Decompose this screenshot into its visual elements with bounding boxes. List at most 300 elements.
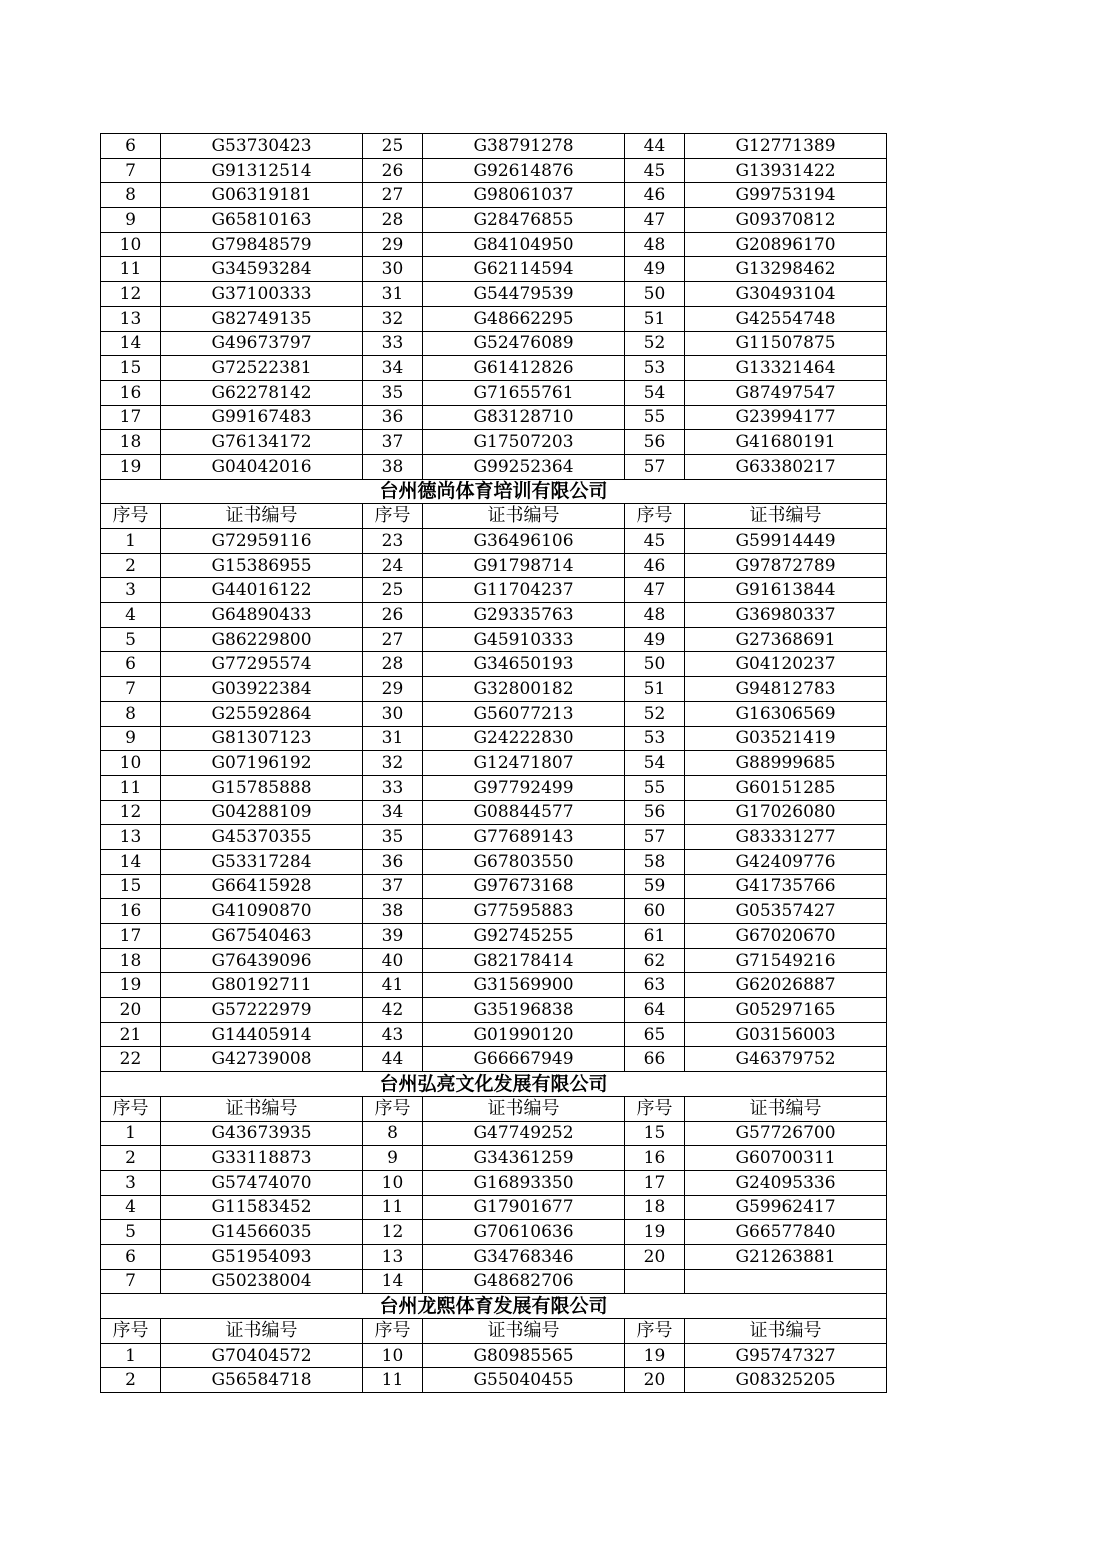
serial-number-cell: 57: [625, 825, 685, 850]
table-row: [101, 899, 887, 924]
header-serial-number: 序号: [363, 1096, 423, 1121]
serial-number-cell: 52: [625, 331, 685, 356]
serial-number-cell: 42: [363, 998, 423, 1023]
serial-number-cell: 7: [101, 158, 161, 183]
certificate-number-cell: G72522381: [161, 356, 363, 381]
certificate-number-cell: G05297165: [685, 998, 887, 1023]
certificate-number-cell: G36496106: [423, 529, 625, 554]
certificate-number-cell: G35196838: [423, 998, 625, 1023]
certificate-number-cell: G06319181: [161, 183, 363, 208]
certificate-number-cell: G62026887: [685, 973, 887, 998]
serial-number-cell: 1: [101, 1121, 161, 1146]
serial-number-cell: 56: [625, 800, 685, 825]
certificate-number-cell: G76134172: [161, 430, 363, 455]
certificate-number-cell: G41735766: [685, 874, 887, 899]
serial-number-cell: 57: [625, 454, 685, 479]
header-serial-number: 序号: [363, 504, 423, 529]
serial-number-cell: 47: [625, 578, 685, 603]
table-row: [101, 1269, 887, 1294]
certificate-number-cell: G59914449: [685, 529, 887, 554]
serial-number-cell: 60: [625, 899, 685, 924]
serial-number-cell: 58: [625, 849, 685, 874]
table-row: [101, 183, 887, 208]
certificate-number-cell: G17901677: [423, 1195, 625, 1220]
serial-number-cell: 2: [101, 1146, 161, 1171]
certificate-number-cell: G60151285: [685, 775, 887, 800]
certificate-number-cell: G46379752: [685, 1047, 887, 1072]
certificate-number-cell: G77595883: [423, 899, 625, 924]
serial-number-cell: 45: [625, 529, 685, 554]
table-row: [101, 874, 887, 899]
certificate-number-cell: G59962417: [685, 1195, 887, 1220]
serial-number-cell: 32: [363, 751, 423, 776]
table-row: [101, 726, 887, 751]
header-serial-number: 序号: [101, 504, 161, 529]
certificate-number-cell: G08844577: [423, 800, 625, 825]
certificate-number-cell: G47749252: [423, 1121, 625, 1146]
certificate-number-cell: G42739008: [161, 1047, 363, 1072]
table-row: [101, 134, 887, 159]
serial-number-cell: 8: [363, 1121, 423, 1146]
company-title: 台州弘亮文化发展有限公司: [101, 1072, 887, 1097]
table-row: [101, 603, 887, 628]
header-certificate-number: 证书编号: [161, 504, 363, 529]
serial-number-cell: 39: [363, 924, 423, 949]
table-row: [101, 529, 887, 554]
header-certificate-number: 证书编号: [161, 1096, 363, 1121]
serial-number-cell: 51: [625, 306, 685, 331]
serial-number-cell: 34: [363, 356, 423, 381]
certificate-number-cell: G04288109: [161, 800, 363, 825]
table-row: [101, 158, 887, 183]
company-title: 台州龙熙体育发展有限公司: [101, 1294, 887, 1319]
table-row: [101, 553, 887, 578]
table-row: [101, 356, 887, 381]
table-row: [101, 1244, 887, 1269]
certificate-number-cell: G71655761: [423, 380, 625, 405]
serial-number-cell: 50: [625, 652, 685, 677]
serial-number-cell: 29: [363, 677, 423, 702]
serial-number-cell: 8: [101, 183, 161, 208]
serial-number-cell: 13: [101, 825, 161, 850]
table-row: [101, 1022, 887, 1047]
certificate-number-cell: G56077213: [423, 701, 625, 726]
serial-number-cell: 29: [363, 232, 423, 257]
certificate-number-cell: G70610636: [423, 1220, 625, 1245]
certificate-number-cell: G32800182: [423, 677, 625, 702]
serial-number-cell: 16: [101, 899, 161, 924]
header-serial-number: 序号: [101, 1096, 161, 1121]
certificate-number-cell: G17507203: [423, 430, 625, 455]
certificate-number-cell: G86229800: [161, 627, 363, 652]
certificate-number-cell: G87497547: [685, 380, 887, 405]
serial-number-cell: 1: [101, 1343, 161, 1368]
column-header-row: [101, 504, 887, 529]
certificate-number-cell: G60700311: [685, 1146, 887, 1171]
certificate-number-cell: G77295574: [161, 652, 363, 677]
serial-number-cell: 18: [101, 948, 161, 973]
certificate-number-cell: G34593284: [161, 257, 363, 282]
serial-number-cell: 65: [625, 1022, 685, 1047]
table-row: [101, 998, 887, 1023]
header-serial-number: 序号: [363, 1319, 423, 1344]
serial-number-cell: 20: [101, 998, 161, 1023]
table-row: [101, 306, 887, 331]
certificate-number-cell: G44016122: [161, 578, 363, 603]
column-header-row: [101, 1319, 887, 1344]
certificate-number-cell: G20896170: [685, 232, 887, 257]
serial-number-cell: 2: [101, 553, 161, 578]
table-row: [101, 1220, 887, 1245]
header-certificate-number: 证书编号: [423, 1096, 625, 1121]
certificate-number-cell: G45370355: [161, 825, 363, 850]
table-row: [101, 701, 887, 726]
serial-number-cell: 5: [101, 1220, 161, 1245]
serial-number-cell: 17: [101, 405, 161, 430]
serial-number-cell: 2: [101, 1368, 161, 1393]
header-serial-number: 序号: [625, 1319, 685, 1344]
certificate-number-cell: G34768346: [423, 1244, 625, 1269]
serial-number-cell: 33: [363, 775, 423, 800]
certificate-number-cell: G13298462: [685, 257, 887, 282]
header-certificate-number: 证书编号: [685, 1319, 887, 1344]
certificate-table: [100, 133, 887, 1393]
certificate-number-cell: G23994177: [685, 405, 887, 430]
certificate-number-cell: G80192711: [161, 973, 363, 998]
serial-number-cell: 14: [363, 1269, 423, 1294]
serial-number-cell: [625, 1269, 685, 1294]
serial-number-cell: 16: [625, 1146, 685, 1171]
serial-number-cell: 61: [625, 924, 685, 949]
certificate-number-cell: G91613844: [685, 578, 887, 603]
certificate-number-cell: G97792499: [423, 775, 625, 800]
certificate-number-cell: G04042016: [161, 454, 363, 479]
certificate-number-cell: G11583452: [161, 1195, 363, 1220]
serial-number-cell: 48: [625, 232, 685, 257]
table-row: [101, 849, 887, 874]
header-serial-number: 序号: [101, 1319, 161, 1344]
certificate-number-cell: G51954093: [161, 1244, 363, 1269]
certificate-number-cell: G61412826: [423, 356, 625, 381]
serial-number-cell: 59: [625, 874, 685, 899]
certificate-number-cell: G34650193: [423, 652, 625, 677]
certificate-number-cell: [685, 1269, 887, 1294]
certificate-number-cell: G14405914: [161, 1022, 363, 1047]
serial-number-cell: 27: [363, 183, 423, 208]
serial-number-cell: 10: [101, 232, 161, 257]
serial-number-cell: 19: [625, 1343, 685, 1368]
serial-number-cell: 12: [101, 800, 161, 825]
serial-number-cell: 23: [363, 529, 423, 554]
certificate-table-body: [101, 134, 887, 1393]
serial-number-cell: 44: [363, 1047, 423, 1072]
serial-number-cell: 19: [101, 454, 161, 479]
certificate-number-cell: G83128710: [423, 405, 625, 430]
header-certificate-number: 证书编号: [685, 504, 887, 529]
serial-number-cell: 11: [363, 1368, 423, 1393]
certificate-number-cell: G08325205: [685, 1368, 887, 1393]
certificate-number-cell: G14566035: [161, 1220, 363, 1245]
certificate-number-cell: G27368691: [685, 627, 887, 652]
certificate-number-cell: G16893350: [423, 1170, 625, 1195]
table-row: [101, 282, 887, 307]
certificate-number-cell: G09370812: [685, 208, 887, 233]
serial-number-cell: 9: [363, 1146, 423, 1171]
certificate-number-cell: G24095336: [685, 1170, 887, 1195]
serial-number-cell: 9: [101, 208, 161, 233]
serial-number-cell: 7: [101, 677, 161, 702]
certificate-number-cell: G41090870: [161, 899, 363, 924]
serial-number-cell: 7: [101, 1269, 161, 1294]
header-serial-number: 序号: [625, 504, 685, 529]
certificate-number-cell: G03156003: [685, 1022, 887, 1047]
certificate-number-cell: G54479539: [423, 282, 625, 307]
serial-number-cell: 9: [101, 726, 161, 751]
certificate-number-cell: G76439096: [161, 948, 363, 973]
serial-number-cell: 52: [625, 701, 685, 726]
certificate-number-cell: G07196192: [161, 751, 363, 776]
company-title-row: [101, 479, 887, 504]
certificate-number-cell: G66667949: [423, 1047, 625, 1072]
table-row: [101, 380, 887, 405]
certificate-number-cell: G71549216: [685, 948, 887, 973]
serial-number-cell: 20: [625, 1368, 685, 1393]
certificate-number-cell: G67020670: [685, 924, 887, 949]
certificate-number-cell: G67540463: [161, 924, 363, 949]
table-row: [101, 677, 887, 702]
table-row: [101, 1121, 887, 1146]
table-row: [101, 232, 887, 257]
serial-number-cell: 35: [363, 380, 423, 405]
certificate-number-cell: G42554748: [685, 306, 887, 331]
serial-number-cell: 55: [625, 405, 685, 430]
certificate-number-cell: G41680191: [685, 430, 887, 455]
certificate-number-cell: G38791278: [423, 134, 625, 159]
table-row: [101, 430, 887, 455]
serial-number-cell: 6: [101, 1244, 161, 1269]
certificate-number-cell: G12771389: [685, 134, 887, 159]
serial-number-cell: 18: [625, 1195, 685, 1220]
serial-number-cell: 56: [625, 430, 685, 455]
certificate-number-cell: G31569900: [423, 973, 625, 998]
serial-number-cell: 20: [625, 1244, 685, 1269]
serial-number-cell: 46: [625, 183, 685, 208]
certificate-number-cell: G82749135: [161, 306, 363, 331]
serial-number-cell: 35: [363, 825, 423, 850]
table-row: [101, 208, 887, 233]
serial-number-cell: 50: [625, 282, 685, 307]
serial-number-cell: 49: [625, 257, 685, 282]
table-row: [101, 924, 887, 949]
serial-number-cell: 15: [101, 356, 161, 381]
table-row: [101, 1047, 887, 1072]
serial-number-cell: 30: [363, 701, 423, 726]
certificate-number-cell: G15785888: [161, 775, 363, 800]
serial-number-cell: 19: [101, 973, 161, 998]
serial-number-cell: 28: [363, 652, 423, 677]
serial-number-cell: 55: [625, 775, 685, 800]
certificate-number-cell: G25592864: [161, 701, 363, 726]
serial-number-cell: 43: [363, 1022, 423, 1047]
serial-number-cell: 15: [101, 874, 161, 899]
certificate-number-cell: G57726700: [685, 1121, 887, 1146]
certificate-number-cell: G81307123: [161, 726, 363, 751]
serial-number-cell: 37: [363, 874, 423, 899]
certificate-number-cell: G50238004: [161, 1269, 363, 1294]
table-row: [101, 578, 887, 603]
serial-number-cell: 14: [101, 849, 161, 874]
serial-number-cell: 10: [363, 1170, 423, 1195]
certificate-number-cell: G53317284: [161, 849, 363, 874]
certificate-number-cell: G15386955: [161, 553, 363, 578]
certificate-number-cell: G45910333: [423, 627, 625, 652]
company-title: 台州德尚体育培训有限公司: [101, 479, 887, 504]
table-row: [101, 454, 887, 479]
certificate-number-cell: G05357427: [685, 899, 887, 924]
serial-number-cell: 53: [625, 726, 685, 751]
certificate-number-cell: G11507875: [685, 331, 887, 356]
table-row: [101, 1368, 887, 1393]
table-row: [101, 627, 887, 652]
certificate-number-cell: G84104950: [423, 232, 625, 257]
header-certificate-number: 证书编号: [423, 504, 625, 529]
certificate-number-cell: G97872789: [685, 553, 887, 578]
certificate-number-cell: G34361259: [423, 1146, 625, 1171]
table-row: [101, 948, 887, 973]
serial-number-cell: 30: [363, 257, 423, 282]
certificate-number-cell: G37100333: [161, 282, 363, 307]
certificate-number-cell: G21263881: [685, 1244, 887, 1269]
serial-number-cell: 13: [363, 1244, 423, 1269]
certificate-number-cell: G29335763: [423, 603, 625, 628]
certificate-number-cell: G99753194: [685, 183, 887, 208]
certificate-number-cell: G80985565: [423, 1343, 625, 1368]
serial-number-cell: 48: [625, 603, 685, 628]
header-serial-number: 序号: [625, 1096, 685, 1121]
certificate-number-cell: G03521419: [685, 726, 887, 751]
certificate-number-cell: G94812783: [685, 677, 887, 702]
table-row: [101, 751, 887, 776]
certificate-number-cell: G82178414: [423, 948, 625, 973]
serial-number-cell: 3: [101, 578, 161, 603]
serial-number-cell: 64: [625, 998, 685, 1023]
table-row: [101, 800, 887, 825]
certificate-number-cell: G52476089: [423, 331, 625, 356]
certificate-number-cell: G04120237: [685, 652, 887, 677]
certificate-number-cell: G92745255: [423, 924, 625, 949]
serial-number-cell: 18: [101, 430, 161, 455]
serial-number-cell: 41: [363, 973, 423, 998]
certificate-number-cell: G53730423: [161, 134, 363, 159]
certificate-number-cell: G24222830: [423, 726, 625, 751]
certificate-number-cell: G13321464: [685, 356, 887, 381]
serial-number-cell: 17: [101, 924, 161, 949]
serial-number-cell: 21: [101, 1022, 161, 1047]
serial-number-cell: 37: [363, 430, 423, 455]
serial-number-cell: 62: [625, 948, 685, 973]
serial-number-cell: 22: [101, 1047, 161, 1072]
serial-number-cell: 31: [363, 726, 423, 751]
certificate-number-cell: G43673935: [161, 1121, 363, 1146]
serial-number-cell: 24: [363, 553, 423, 578]
serial-number-cell: 5: [101, 627, 161, 652]
serial-number-cell: 46: [625, 553, 685, 578]
table-row: [101, 973, 887, 998]
certificate-number-cell: G48662295: [423, 306, 625, 331]
serial-number-cell: 6: [101, 652, 161, 677]
serial-number-cell: 27: [363, 627, 423, 652]
certificate-number-cell: G16306569: [685, 701, 887, 726]
header-certificate-number: 证书编号: [685, 1096, 887, 1121]
serial-number-cell: 6: [101, 134, 161, 159]
table-row: [101, 1170, 887, 1195]
certificate-number-cell: G77689143: [423, 825, 625, 850]
serial-number-cell: 40: [363, 948, 423, 973]
certificate-number-cell: G99252364: [423, 454, 625, 479]
certificate-number-cell: G12471807: [423, 751, 625, 776]
certificate-number-cell: G57222979: [161, 998, 363, 1023]
serial-number-cell: 54: [625, 380, 685, 405]
serial-number-cell: 11: [101, 257, 161, 282]
serial-number-cell: 11: [363, 1195, 423, 1220]
certificate-number-cell: G98061037: [423, 183, 625, 208]
certificate-number-cell: G63380217: [685, 454, 887, 479]
serial-number-cell: 16: [101, 380, 161, 405]
serial-number-cell: 8: [101, 701, 161, 726]
serial-number-cell: 28: [363, 208, 423, 233]
certificate-number-cell: G55040455: [423, 1368, 625, 1393]
certificate-number-cell: G79848579: [161, 232, 363, 257]
serial-number-cell: 47: [625, 208, 685, 233]
certificate-number-cell: G91798714: [423, 553, 625, 578]
serial-number-cell: 26: [363, 158, 423, 183]
certificate-number-cell: G13931422: [685, 158, 887, 183]
certificate-number-cell: G36980337: [685, 603, 887, 628]
serial-number-cell: 32: [363, 306, 423, 331]
table-row: [101, 775, 887, 800]
serial-number-cell: 33: [363, 331, 423, 356]
serial-number-cell: 38: [363, 454, 423, 479]
serial-number-cell: 25: [363, 134, 423, 159]
serial-number-cell: 12: [363, 1220, 423, 1245]
column-header-row: [101, 1096, 887, 1121]
company-title-row: [101, 1072, 887, 1097]
certificate-number-cell: G30493104: [685, 282, 887, 307]
certificate-number-cell: G42409776: [685, 849, 887, 874]
certificate-number-cell: G01990120: [423, 1022, 625, 1047]
company-title-row: [101, 1294, 887, 1319]
serial-number-cell: 14: [101, 331, 161, 356]
certificate-number-cell: G92614876: [423, 158, 625, 183]
serial-number-cell: 19: [625, 1220, 685, 1245]
table-row: [101, 257, 887, 282]
certificate-number-cell: G33118873: [161, 1146, 363, 1171]
serial-number-cell: 36: [363, 405, 423, 430]
serial-number-cell: 53: [625, 356, 685, 381]
serial-number-cell: 3: [101, 1170, 161, 1195]
certificate-number-cell: G17026080: [685, 800, 887, 825]
table-row: [101, 1343, 887, 1368]
certificate-number-cell: G49673797: [161, 331, 363, 356]
certificate-number-cell: G56584718: [161, 1368, 363, 1393]
certificate-number-cell: G66415928: [161, 874, 363, 899]
table-row: [101, 331, 887, 356]
serial-number-cell: 10: [363, 1343, 423, 1368]
header-certificate-number: 证书编号: [423, 1319, 625, 1344]
serial-number-cell: 45: [625, 158, 685, 183]
certificate-number-cell: G95747327: [685, 1343, 887, 1368]
certificate-number-cell: G62114594: [423, 257, 625, 282]
